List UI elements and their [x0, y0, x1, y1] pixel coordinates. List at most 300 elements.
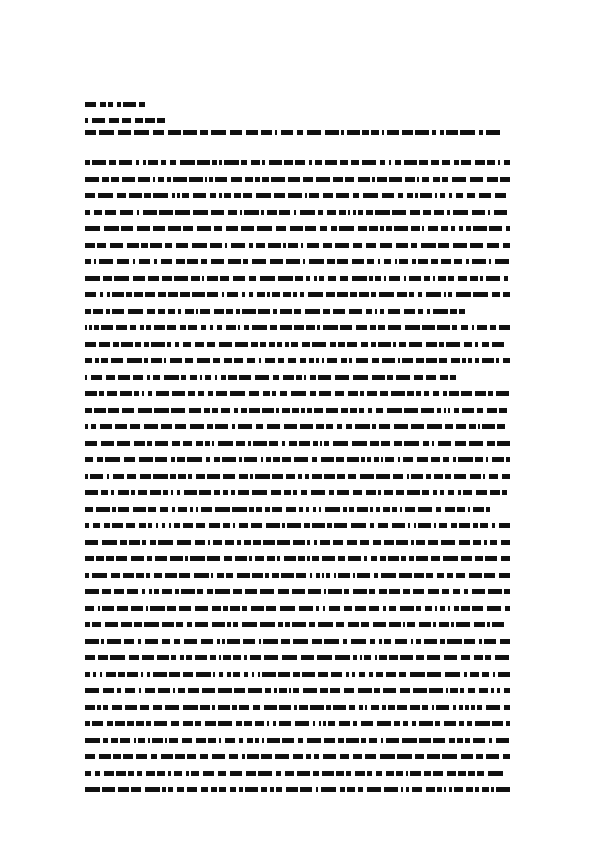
text-glyph-run — [428, 226, 438, 231]
text-glyph-run — [324, 589, 326, 594]
text-glyph-run — [249, 507, 254, 512]
text-glyph-run — [318, 375, 331, 380]
text-glyph-run — [114, 589, 124, 594]
text-glyph-run — [117, 193, 126, 198]
text-glyph-run — [140, 705, 149, 710]
text-glyph-run — [303, 177, 313, 182]
text-glyph-run — [482, 342, 489, 347]
text-glyph-run — [369, 606, 379, 611]
text-glyph-run — [303, 259, 305, 264]
text-line — [85, 700, 510, 717]
text-glyph-run — [323, 309, 330, 314]
text-glyph-run — [451, 622, 454, 627]
text-glyph-run — [453, 589, 460, 594]
text-glyph-run — [396, 490, 404, 495]
text-glyph-run — [173, 177, 187, 182]
text-glyph-run — [407, 474, 409, 479]
text-glyph-run — [205, 375, 211, 380]
text-glyph-run — [464, 672, 467, 677]
text-glyph-run — [158, 309, 165, 314]
text-glyph-run — [107, 474, 109, 479]
text-glyph-run — [105, 210, 116, 215]
text-glyph-run — [213, 358, 220, 363]
text-glyph-run — [216, 391, 227, 396]
text-glyph-run — [227, 292, 238, 297]
text-glyph-run — [433, 276, 435, 281]
text-glyph-run — [292, 408, 299, 413]
text-glyph-run — [110, 655, 125, 660]
text-glyph-run — [210, 325, 213, 330]
text-line — [85, 155, 510, 172]
text-glyph-run — [252, 259, 266, 264]
text-glyph-run — [143, 160, 146, 165]
text-glyph-run — [353, 243, 362, 248]
text-glyph-run — [93, 309, 103, 314]
text-glyph-run — [343, 507, 347, 512]
text-glyph-run — [301, 243, 303, 248]
text-glyph-run — [417, 457, 428, 462]
text-glyph-run — [112, 523, 123, 528]
text-glyph-run — [239, 738, 243, 743]
text-glyph-run — [227, 672, 231, 677]
text-glyph-run — [85, 490, 98, 495]
text-glyph-run — [208, 540, 210, 545]
text-glyph-run — [155, 441, 168, 446]
text-glyph-run — [183, 342, 191, 347]
text-glyph-run — [413, 688, 427, 693]
text-glyph-run — [359, 705, 363, 710]
text-glyph-run — [400, 507, 402, 512]
text-glyph-run — [294, 705, 297, 710]
text-glyph-run — [208, 738, 216, 743]
text-glyph-run — [236, 309, 240, 314]
text-glyph-run — [111, 358, 123, 363]
text-glyph-run — [273, 375, 279, 380]
text-glyph-run — [307, 540, 310, 545]
text-glyph-run — [347, 787, 355, 792]
text-glyph-run — [117, 259, 129, 264]
text-glyph-run — [115, 721, 125, 726]
text-glyph-run — [330, 342, 336, 347]
text-glyph-run — [503, 358, 510, 363]
text-glyph-run — [486, 457, 488, 462]
text-glyph-run — [219, 342, 232, 347]
text-glyph-run — [386, 672, 396, 677]
text-glyph-run — [437, 573, 444, 578]
text-glyph-run — [487, 622, 490, 627]
text-glyph-run — [391, 391, 405, 396]
text-glyph-run — [248, 688, 262, 693]
text-glyph-run — [196, 738, 206, 743]
text-glyph-run — [92, 573, 107, 578]
text-glyph-run — [218, 441, 233, 446]
text-glyph-run — [185, 556, 188, 561]
text-glyph-run — [161, 160, 166, 165]
text-glyph-run — [265, 507, 270, 512]
text-glyph-run — [440, 490, 444, 495]
text-glyph-run — [353, 375, 368, 380]
text-glyph-run — [217, 573, 224, 578]
text-glyph-run — [462, 408, 474, 413]
text-glyph-run — [370, 523, 374, 528]
text-glyph-run — [375, 210, 390, 215]
text-glyph-run — [214, 457, 220, 462]
text-glyph-run — [124, 457, 135, 462]
text-glyph-run — [106, 375, 115, 380]
text-glyph-run — [192, 292, 205, 297]
text-glyph-run — [250, 474, 253, 479]
text-glyph-run — [99, 754, 111, 759]
text-glyph-run — [343, 639, 347, 644]
text-glyph-run — [111, 490, 114, 495]
text-glyph-run — [418, 507, 432, 512]
text-glyph-run — [195, 622, 208, 627]
text-glyph-run — [261, 210, 264, 215]
text-glyph-run — [85, 325, 87, 330]
text-glyph-run — [316, 573, 320, 578]
text-glyph-run — [479, 688, 488, 693]
text-glyph-run — [201, 507, 212, 512]
text-glyph-run — [245, 177, 253, 182]
text-glyph-run — [323, 243, 332, 248]
text-glyph-run — [472, 259, 486, 264]
text-glyph-run — [197, 589, 203, 594]
text-glyph-run — [131, 787, 141, 792]
text-glyph-run — [204, 408, 210, 413]
text-glyph-run — [335, 375, 349, 380]
text-glyph-run — [270, 325, 277, 330]
text-glyph-run — [486, 507, 490, 512]
text-glyph-run — [151, 358, 162, 363]
text-glyph-run — [300, 292, 304, 297]
text-glyph-run — [333, 540, 343, 545]
text-glyph-run — [91, 424, 96, 429]
text-line — [85, 601, 510, 618]
text-glyph-run — [470, 672, 479, 677]
text-glyph-run — [461, 754, 473, 759]
text-glyph-run — [494, 210, 507, 215]
text-line — [85, 238, 510, 255]
text-glyph-run — [397, 705, 407, 710]
text-glyph-run — [465, 738, 470, 743]
text-glyph-run — [326, 705, 331, 710]
text-glyph-run — [169, 523, 171, 528]
text-glyph-run — [184, 490, 197, 495]
text-line — [85, 733, 510, 750]
text-glyph-run — [464, 639, 475, 644]
text-glyph-run — [414, 573, 424, 578]
text-glyph-run — [230, 606, 240, 611]
text-glyph-run — [427, 655, 440, 660]
text-glyph-run — [472, 325, 474, 330]
text-glyph-run — [473, 292, 488, 297]
text-glyph-run — [487, 160, 495, 165]
text-glyph-run — [196, 507, 198, 512]
text-glyph-run — [177, 457, 185, 462]
text-glyph-run — [260, 589, 274, 594]
text-glyph-run — [245, 589, 257, 594]
text-glyph-run — [298, 474, 302, 479]
text-glyph-run — [101, 358, 108, 363]
text-glyph-run — [154, 325, 165, 330]
text-glyph-run — [294, 325, 304, 330]
text-glyph-run — [235, 556, 247, 561]
text-glyph-run — [389, 606, 396, 611]
text-glyph-run — [146, 771, 155, 776]
text-glyph-run — [383, 507, 390, 512]
text-glyph-run — [355, 424, 370, 429]
text-glyph-run — [244, 721, 252, 726]
text-glyph-run — [499, 523, 510, 528]
text-glyph-run — [238, 424, 252, 429]
text-glyph-run — [424, 639, 437, 644]
text-glyph-run — [176, 259, 185, 264]
text-glyph-run — [329, 490, 334, 495]
text-glyph-run — [407, 193, 413, 198]
text-glyph-run — [382, 130, 384, 135]
text-glyph-run — [220, 276, 229, 281]
text-glyph-run — [419, 721, 433, 726]
text-glyph-run — [269, 160, 282, 165]
text-glyph-run — [196, 474, 205, 479]
text-glyph-run — [467, 193, 475, 198]
text-glyph-run — [219, 655, 221, 660]
text-glyph-run — [361, 622, 369, 627]
text-glyph-run — [389, 276, 400, 281]
text-glyph-run — [435, 193, 437, 198]
text-glyph-run — [274, 193, 285, 198]
text-glyph-run — [299, 705, 308, 710]
text-glyph-run — [128, 771, 134, 776]
text-glyph-run — [102, 787, 115, 792]
text-glyph-run — [252, 573, 263, 578]
text-glyph-run — [244, 210, 259, 215]
text-glyph-run — [499, 573, 510, 578]
text-glyph-run — [296, 375, 302, 380]
text-glyph-run — [189, 177, 203, 182]
text-glyph-run — [188, 688, 199, 693]
text-glyph-run — [205, 721, 216, 726]
text-glyph-run — [362, 130, 369, 135]
text-glyph-run — [419, 738, 431, 743]
text-glyph-run — [427, 309, 430, 314]
text-glyph-run — [246, 130, 258, 135]
text-glyph-run — [293, 639, 308, 644]
text-glyph-run — [442, 754, 457, 759]
text-glyph-run — [340, 325, 352, 330]
text-glyph-run — [284, 160, 293, 165]
text-glyph-run — [325, 160, 337, 165]
text-glyph-run — [255, 738, 259, 743]
text-glyph-run — [422, 705, 428, 710]
text-glyph-run — [135, 118, 143, 123]
text-glyph-run — [349, 358, 352, 363]
text-glyph-run — [127, 474, 136, 479]
text-glyph-run — [248, 441, 251, 446]
text-glyph-run — [361, 721, 373, 726]
text-glyph-run — [98, 655, 108, 660]
text-glyph-run — [346, 771, 351, 776]
text-glyph-run — [134, 292, 143, 297]
text-glyph-run — [147, 375, 150, 380]
text-line — [85, 782, 510, 799]
text-glyph-run — [260, 622, 275, 627]
text-glyph-run — [293, 754, 303, 759]
text-glyph-run — [126, 292, 132, 297]
text-glyph-run — [195, 606, 208, 611]
text-glyph-run — [468, 358, 472, 363]
text-glyph-run — [385, 457, 394, 462]
text-glyph-run — [432, 441, 434, 446]
text-glyph-run — [438, 441, 451, 446]
text-glyph-run — [118, 130, 131, 135]
text-glyph-run — [201, 787, 208, 792]
text-glyph-run — [426, 787, 435, 792]
text-glyph-run — [437, 787, 442, 792]
text-glyph-run — [243, 259, 248, 264]
text-glyph-run — [256, 193, 271, 198]
text-glyph-run — [105, 457, 120, 462]
text-glyph-run — [218, 721, 232, 726]
text-glyph-run — [130, 325, 136, 330]
text-glyph-run — [104, 523, 110, 528]
text-glyph-run — [112, 705, 122, 710]
text-line — [85, 337, 510, 354]
text-glyph-run — [323, 193, 333, 198]
text-glyph-run — [348, 474, 356, 479]
text-glyph-run — [324, 441, 329, 446]
text-glyph-run — [461, 325, 468, 330]
text-glyph-run — [490, 490, 500, 495]
text-glyph-run — [217, 639, 220, 644]
text-glyph-run — [168, 309, 175, 314]
text-glyph-run — [489, 226, 502, 231]
text-glyph-run — [282, 655, 297, 660]
text-glyph-run — [395, 639, 407, 644]
text-glyph-run — [241, 160, 247, 165]
text-glyph-run — [179, 573, 190, 578]
text-glyph-run — [288, 193, 302, 198]
text-glyph-run — [370, 507, 373, 512]
text-glyph-run — [85, 210, 90, 215]
text-glyph-run — [440, 375, 448, 380]
text-glyph-run — [484, 573, 495, 578]
text-glyph-run — [85, 738, 100, 743]
text-glyph-run — [462, 358, 466, 363]
text-glyph-run — [195, 342, 204, 347]
text-glyph-run — [228, 210, 237, 215]
text-glyph-run — [85, 408, 92, 413]
text-glyph-run — [491, 688, 494, 693]
text-glyph-run — [365, 754, 376, 759]
text-glyph-run — [160, 507, 168, 512]
text-glyph-run — [353, 589, 367, 594]
text-glyph-run — [213, 540, 222, 545]
text-glyph-run — [85, 639, 99, 644]
text-glyph-run — [122, 177, 135, 182]
text-glyph-run — [501, 556, 510, 561]
text-glyph-run — [406, 787, 409, 792]
text-glyph-run — [328, 721, 335, 726]
text-glyph-run — [503, 292, 510, 297]
text-glyph-run — [299, 507, 303, 512]
text-glyph-run — [387, 130, 399, 135]
text-glyph-run — [286, 507, 296, 512]
text-glyph-run — [394, 721, 400, 726]
text-glyph-run — [212, 705, 215, 710]
text-glyph-run — [109, 118, 119, 123]
text-glyph-run — [302, 342, 310, 347]
text-line — [85, 650, 510, 667]
text-glyph-run — [260, 342, 266, 347]
text-glyph-run — [134, 622, 142, 627]
text-glyph-run — [164, 375, 179, 380]
text-glyph-run — [412, 721, 416, 726]
text-glyph-run — [348, 556, 361, 561]
text-line — [85, 271, 510, 288]
text-line — [85, 551, 510, 568]
text-glyph-run — [236, 441, 245, 446]
text-glyph-run — [315, 160, 322, 165]
text-glyph-run — [203, 771, 214, 776]
text-glyph-run — [389, 655, 398, 660]
text-glyph-run — [247, 358, 255, 363]
text-glyph-run — [158, 292, 166, 297]
text-glyph-run — [250, 655, 261, 660]
text-glyph-run — [156, 391, 169, 396]
text-glyph-run — [376, 672, 383, 677]
text-glyph-run — [311, 490, 325, 495]
text-glyph-run — [262, 738, 264, 743]
text-glyph-run — [215, 507, 230, 512]
text-glyph-run — [403, 589, 410, 594]
text-glyph-run — [207, 589, 213, 594]
text-glyph-run — [116, 325, 127, 330]
text-glyph-run — [317, 655, 332, 660]
text-glyph-run — [353, 573, 355, 578]
text-glyph-run — [492, 523, 495, 528]
text-glyph-run — [505, 606, 510, 611]
text-glyph-run — [475, 457, 483, 462]
text-glyph-run — [289, 688, 291, 693]
text-glyph-run — [310, 391, 316, 396]
text-line — [85, 617, 510, 634]
text-glyph-run — [300, 424, 313, 429]
text-glyph-run — [304, 375, 306, 380]
text-glyph-run — [371, 556, 377, 561]
text-glyph-run — [196, 523, 205, 528]
text-glyph-run — [345, 177, 354, 182]
text-glyph-run — [411, 540, 414, 545]
text-glyph-run — [459, 721, 464, 726]
text-glyph-run — [266, 606, 276, 611]
text-glyph-run — [440, 639, 445, 644]
text-glyph-run — [418, 292, 422, 297]
text-glyph-run — [124, 639, 134, 644]
text-glyph-run — [85, 292, 96, 297]
text-glyph-run — [262, 672, 276, 677]
text-glyph-run — [348, 391, 358, 396]
text-glyph-run — [306, 276, 310, 281]
text-line — [85, 749, 510, 766]
text-glyph-run — [502, 490, 507, 495]
text-glyph-run — [85, 622, 90, 627]
text-glyph-run — [449, 787, 452, 792]
text-glyph-run — [376, 408, 383, 413]
text-glyph-run — [426, 375, 436, 380]
text-glyph-run — [336, 771, 344, 776]
text-glyph-run — [387, 408, 402, 413]
